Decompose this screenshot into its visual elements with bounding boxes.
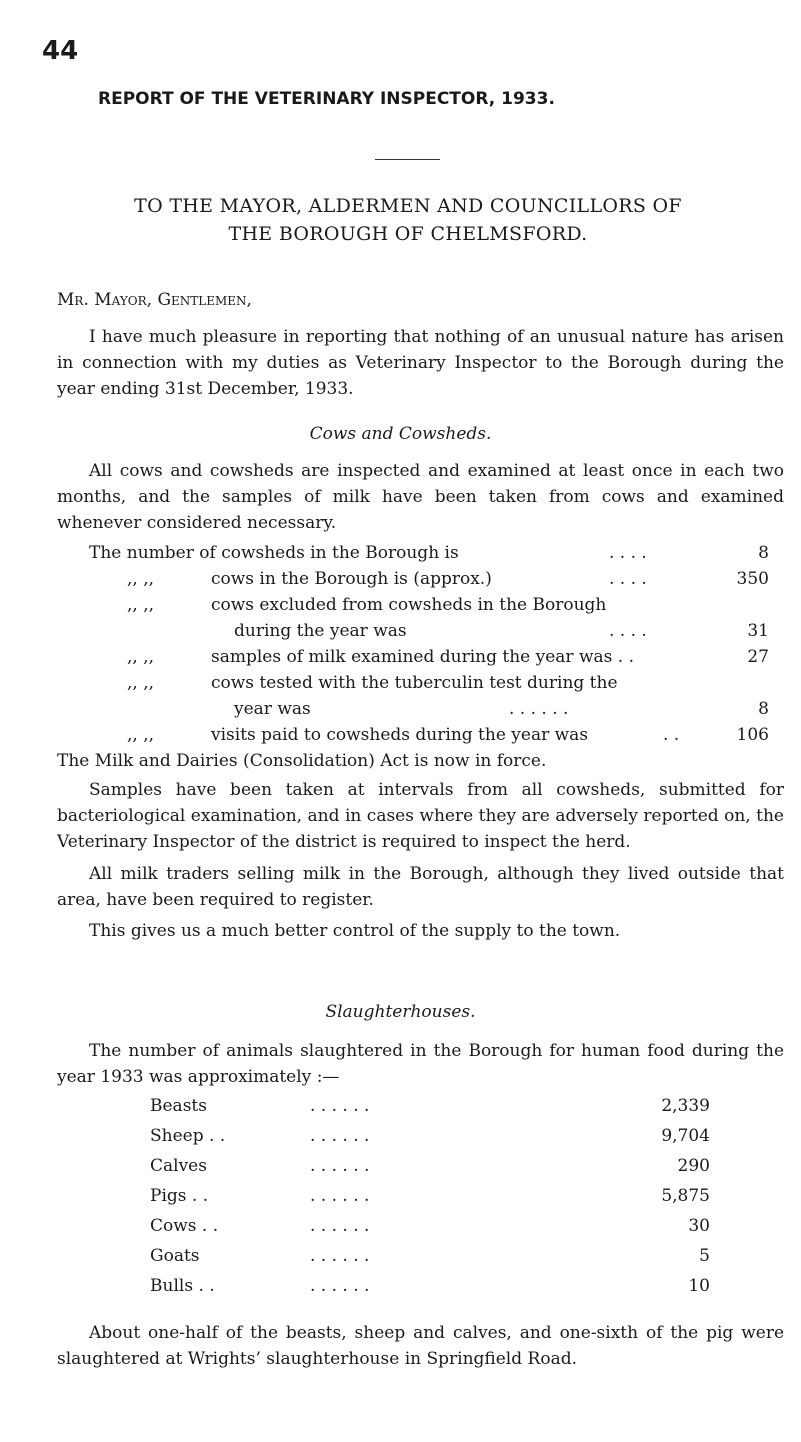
stat-row-cows [89,566,769,592]
address-line-2: THE BOROUGH OF CHELMSFORD. [228,223,588,245]
table-row [150,1273,710,1299]
animal-label: Bulls . . [150,1276,215,1296]
stat-value: 8 [758,543,769,563]
stat-label: year was [234,699,311,719]
table-row [150,1123,710,1149]
cows-paragraph-1: All cows and cowsheds are inspected and examined at least once in each two months, and the samples of milk have been taken from cows and examined whenever considered necessary. [57,461,784,533]
animal-count: 5,875 [661,1186,710,1206]
stat-value: 350 [736,569,769,589]
ditto-marks: ,, ,, [127,725,155,745]
stat-label: visits paid to cowsheds during the year was [211,725,589,745]
leader-dots: . . . . . . [310,1156,370,1176]
stat-value: 31 [747,621,769,641]
leader-dots: . . . . . . [310,1246,370,1266]
stat-row-excluded-cont [89,618,769,644]
stat-label: cows in the Borough is (approx.) [211,569,492,589]
stat-label: during the year was [234,621,407,641]
stat-label: cows tested with the tuberculin test during the [211,673,618,693]
cows-heading: Cows and Cowsheds. [309,424,492,444]
animal-count: 10 [688,1276,710,1296]
table-row [150,1093,710,1119]
leader-dots: . . . . . . [310,1276,370,1296]
stat-row-cowsheds [89,540,769,566]
animal-count: 2,339 [661,1096,710,1116]
animal-label: Pigs . . [150,1186,209,1206]
animal-label: Calves [150,1156,207,1176]
slaughter-intro: The number of animals slaughtered in the Borough for human food during the year 1933 was approximately :— [57,1041,784,1087]
animal-count: 5 [699,1246,710,1266]
animal-label: Beasts [150,1096,207,1116]
title-divider [375,159,440,160]
salutation [57,290,252,310]
stat-value: 106 [736,725,769,745]
leader-dots: . . . . . . [310,1186,370,1206]
stat-value: 27 [747,647,769,667]
stat-label: cows excluded from cowsheds in the Borough [211,595,607,615]
ditto-marks: ,, ,, [127,595,155,615]
stat-leader-dots: . . . . . . [509,699,569,719]
act-line: The Milk and Dairies (Consolidation) Act is now in force. [57,751,547,771]
animal-label: Cows . . [150,1216,219,1236]
animal-label: Goats [150,1246,200,1266]
stat-row-visits [89,722,769,748]
stat-value: 8 [758,699,769,719]
leader-dots: . . . . . . [310,1216,370,1236]
leader-dots: . . . . . . [310,1096,370,1116]
slaughterhouses-heading: Slaughterhouses. [325,1002,476,1022]
stat-row-tested-cont [89,696,769,722]
stat-leader-dots: . . [663,725,680,745]
slaughter-closing: About one-half of the beasts, sheep and calves, and one-sixth of the pig were slaughtered at Wrights’ slaughterhouse in Springfield Road. [57,1323,784,1369]
table-row [150,1213,710,1239]
ditto-marks: ,, ,, [127,673,155,693]
report-title: REPORT OF THE VETERINARY INSPECTOR, 1933. [98,89,555,109]
stat-leader-dots: . . . . [609,621,647,641]
stat-row-samples [89,644,769,670]
ditto-marks: ,, ,, [127,569,155,589]
page-number: 44 [42,36,79,66]
animal-count: 9,704 [661,1126,710,1146]
ditto-marks: ,, ,, [127,647,155,667]
cows-paragraph-4: This gives us a much better control of the supply to the town. [89,921,621,941]
animal-count: 30 [688,1216,710,1236]
stat-label: The number of cowsheds in the Borough is [89,543,459,563]
stat-leader-dots: . . . . [609,543,647,563]
cows-paragraph-2: Samples have been taken at intervals from all cowsheds, submitted for bacteriological examination, and in cases where they are adversely reported on, the Veterinary Inspector of the district is required to inspect the herd. [57,780,784,852]
stat-row-excluded [89,592,769,618]
animal-count: 290 [677,1156,710,1176]
stat-leader-dots: . . . . [609,569,647,589]
salutation-text: Mr. Mayor, Gentlemen, [57,290,252,310]
stat-label: samples of milk examined during the year was . . [211,647,634,667]
animal-label: Sheep . . [150,1126,226,1146]
table-row [150,1153,710,1179]
table-row [150,1183,710,1209]
slaughter-table [150,1093,710,1303]
cows-paragraph-3: All milk traders selling milk in the Borough, although they lived outside that area, have been required to register. [57,864,784,910]
table-row [150,1243,710,1269]
leader-dots: . . . . . . [310,1126,370,1146]
address-line-1: TO THE MAYOR, ALDERMEN AND COUNCILLORS OF [134,195,682,217]
stat-row-tested [89,670,769,696]
intro-paragraph: I have much pleasure in reporting that nothing of an unusual nature has arisen in connection with my duties as Veterinary Inspector to the Borough during the year ending 31st December, 1933. [57,327,784,399]
